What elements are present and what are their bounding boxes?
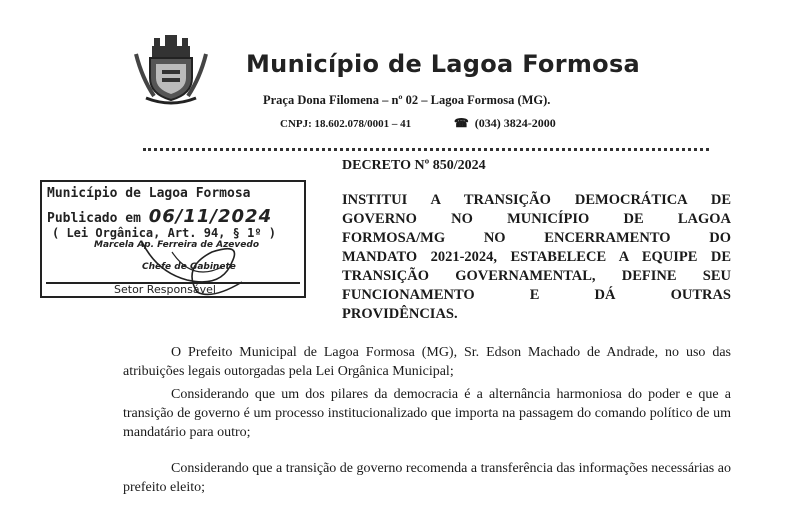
paragraph-text: Considerando que um dos pilares da democracia é a alternância harmoniosa do poder e que a transição de governo é um processo institucionalizado que importa na passagem do comando político de um mandatário para outro; <box>123 387 731 440</box>
header-divider <box>143 148 709 151</box>
paragraph-text: O Prefeito Municipal de Lagoa Formosa (MG), Sr. Edson Machado de Andrade, no uso das atribuições legais outorgadas pela Lei Orgânica Municipal; <box>123 345 731 379</box>
stamp-date: 06/11/2024 <box>148 206 273 227</box>
phone <box>454 116 556 131</box>
cnpj: CNPJ: 18.602.078/0001 – 41 <box>280 118 412 130</box>
municipality-title: Município de Lagoa Formosa <box>246 50 641 78</box>
municipal-crest-icon <box>132 28 210 106</box>
summary-line: FUNCIONAMENTO E DÁ OUTRAS <box>342 287 731 303</box>
stamp-published <box>47 206 272 227</box>
stamp-footer: Setor Responsável <box>114 283 216 296</box>
stamp-role: Chefe de Gabinete <box>142 262 236 272</box>
summary-line: FORMOSA/MG NO ENCERRAMENTO DO <box>342 230 731 246</box>
paragraph-considering-2 <box>123 459 731 497</box>
municipality-address: Praça Dona Filomena – nº 02 – Lagoa Formosa (MG). <box>263 93 551 107</box>
stamp-published-label: Publicado em <box>47 211 141 226</box>
phone-number: (034) 3824-2000 <box>474 116 556 130</box>
telephone-icon: ☎ <box>453 116 469 130</box>
summary-line: PROVIDÊNCIAS. <box>342 306 458 322</box>
stamp-municipality: Município de Lagoa Formosa <box>47 186 251 201</box>
decree-number: DECRETO Nº 850/2024 <box>342 158 486 173</box>
publication-stamp <box>40 180 306 298</box>
summary-line: INSTITUI A TRANSIÇÃO DEMOCRÁTICA DE <box>342 192 731 208</box>
summary-line: GOVERNO NO MUNICÍPIO DE LAGOA <box>342 211 731 227</box>
paragraph-preamble <box>123 343 731 381</box>
summary-line: TRANSIÇÃO GOVERNAMENTAL, DEFINE SEU <box>342 268 731 284</box>
stamp-signer: Marcela Ap. Ferreira de Azevedo <box>94 240 260 250</box>
stamp-legal-basis: ( Lei Orgânica, Art. 94, § 1º ) <box>52 226 276 240</box>
decree-summary <box>342 191 731 324</box>
summary-line: MANDATO 2021-2024, ESTABELECE A EQUIPE DE <box>342 249 731 265</box>
contact-line <box>280 116 556 131</box>
paragraph-considering-1 <box>123 385 731 442</box>
paragraph-text: Considerando que a transição de governo recomenda a transferência das informações necessárias ao prefeito eleito; <box>123 461 731 495</box>
